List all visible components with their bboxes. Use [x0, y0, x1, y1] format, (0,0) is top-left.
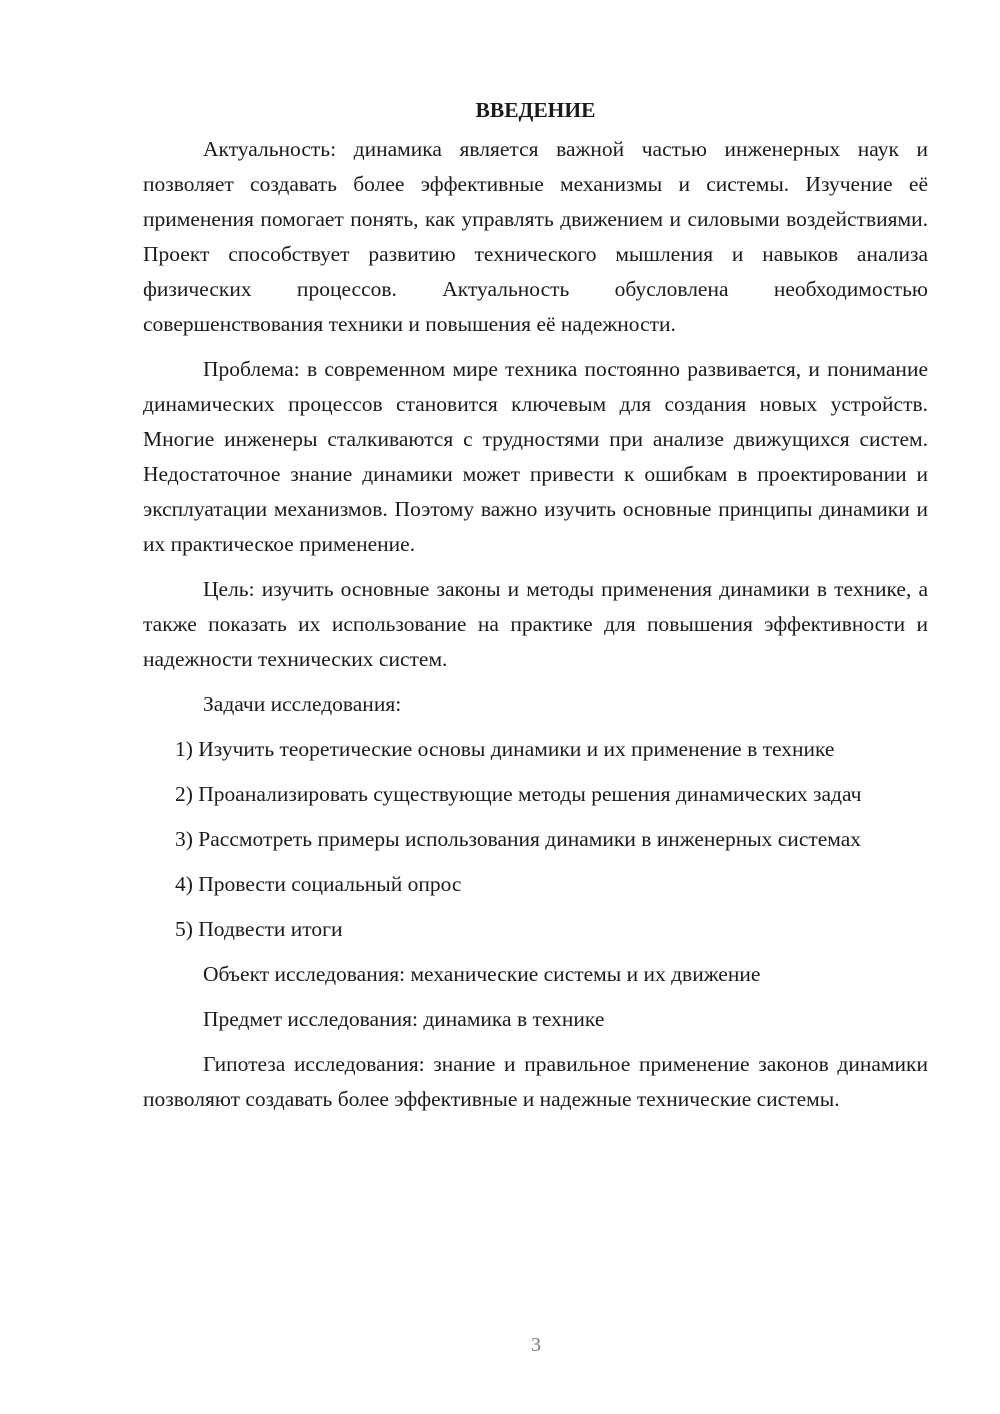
task-item-2: 2) Проанализировать существующие методы решения динамических задач — [175, 782, 862, 806]
section-title: ВВЕДЕНИЕ — [475, 98, 596, 122]
relevance-paragraph: Актуальность: динамика является важной частью инженерных наук и позволяет создавать более эффективные механизмы и системы. Изучение её применения помогает понять, как управлять движением и силовыми воздействиями. Проект способствует развитию технического мышления и навыков анализа физических процессов. Актуальность обусловлена необходимостью совершенствования техники и повышения её надежности. — [143, 137, 928, 336]
research-subject: Предмет исследования: динамика в технике — [203, 1007, 605, 1031]
page-number: 3 — [531, 1334, 541, 1356]
task-item-4: 4) Провести социальный опрос — [175, 872, 462, 896]
research-object: Объект исследования: механические системы и их движение — [203, 962, 761, 986]
hypothesis-paragraph: Гипотеза исследования: знание и правильное применение законов динамики позволяют создавать более эффективные и надежные технические системы. — [143, 1052, 928, 1111]
task-item-1: 1) Изучить теоретические основы динамики и их применение в технике — [175, 737, 835, 761]
problem-paragraph: Проблема: в современном мире техника постоянно развивается, и понимание динамических процессов становится ключевым для создания новых устройств. Многие инженеры сталкиваются с трудностями при анализе движущихся систем. Недостаточное знание динамики может привести к ошибкам в проектировании и эксплуатации механизмов. Поэтому важно изучить основные принципы динамики и их практическое применение. — [143, 357, 928, 556]
tasks-heading: Задачи исследования: — [203, 692, 402, 716]
task-item-3: 3) Рассмотреть примеры использования динамики в инженерных системах — [175, 827, 862, 851]
document-page — [143, 96, 928, 1127]
goal-paragraph: Цель: изучить основные законы и методы применения динамики в технике, а также показать их использование на практике для повышения эффективности и надежности технических систем. — [143, 577, 928, 671]
task-item-5: 5) Подвести итоги — [175, 917, 343, 941]
